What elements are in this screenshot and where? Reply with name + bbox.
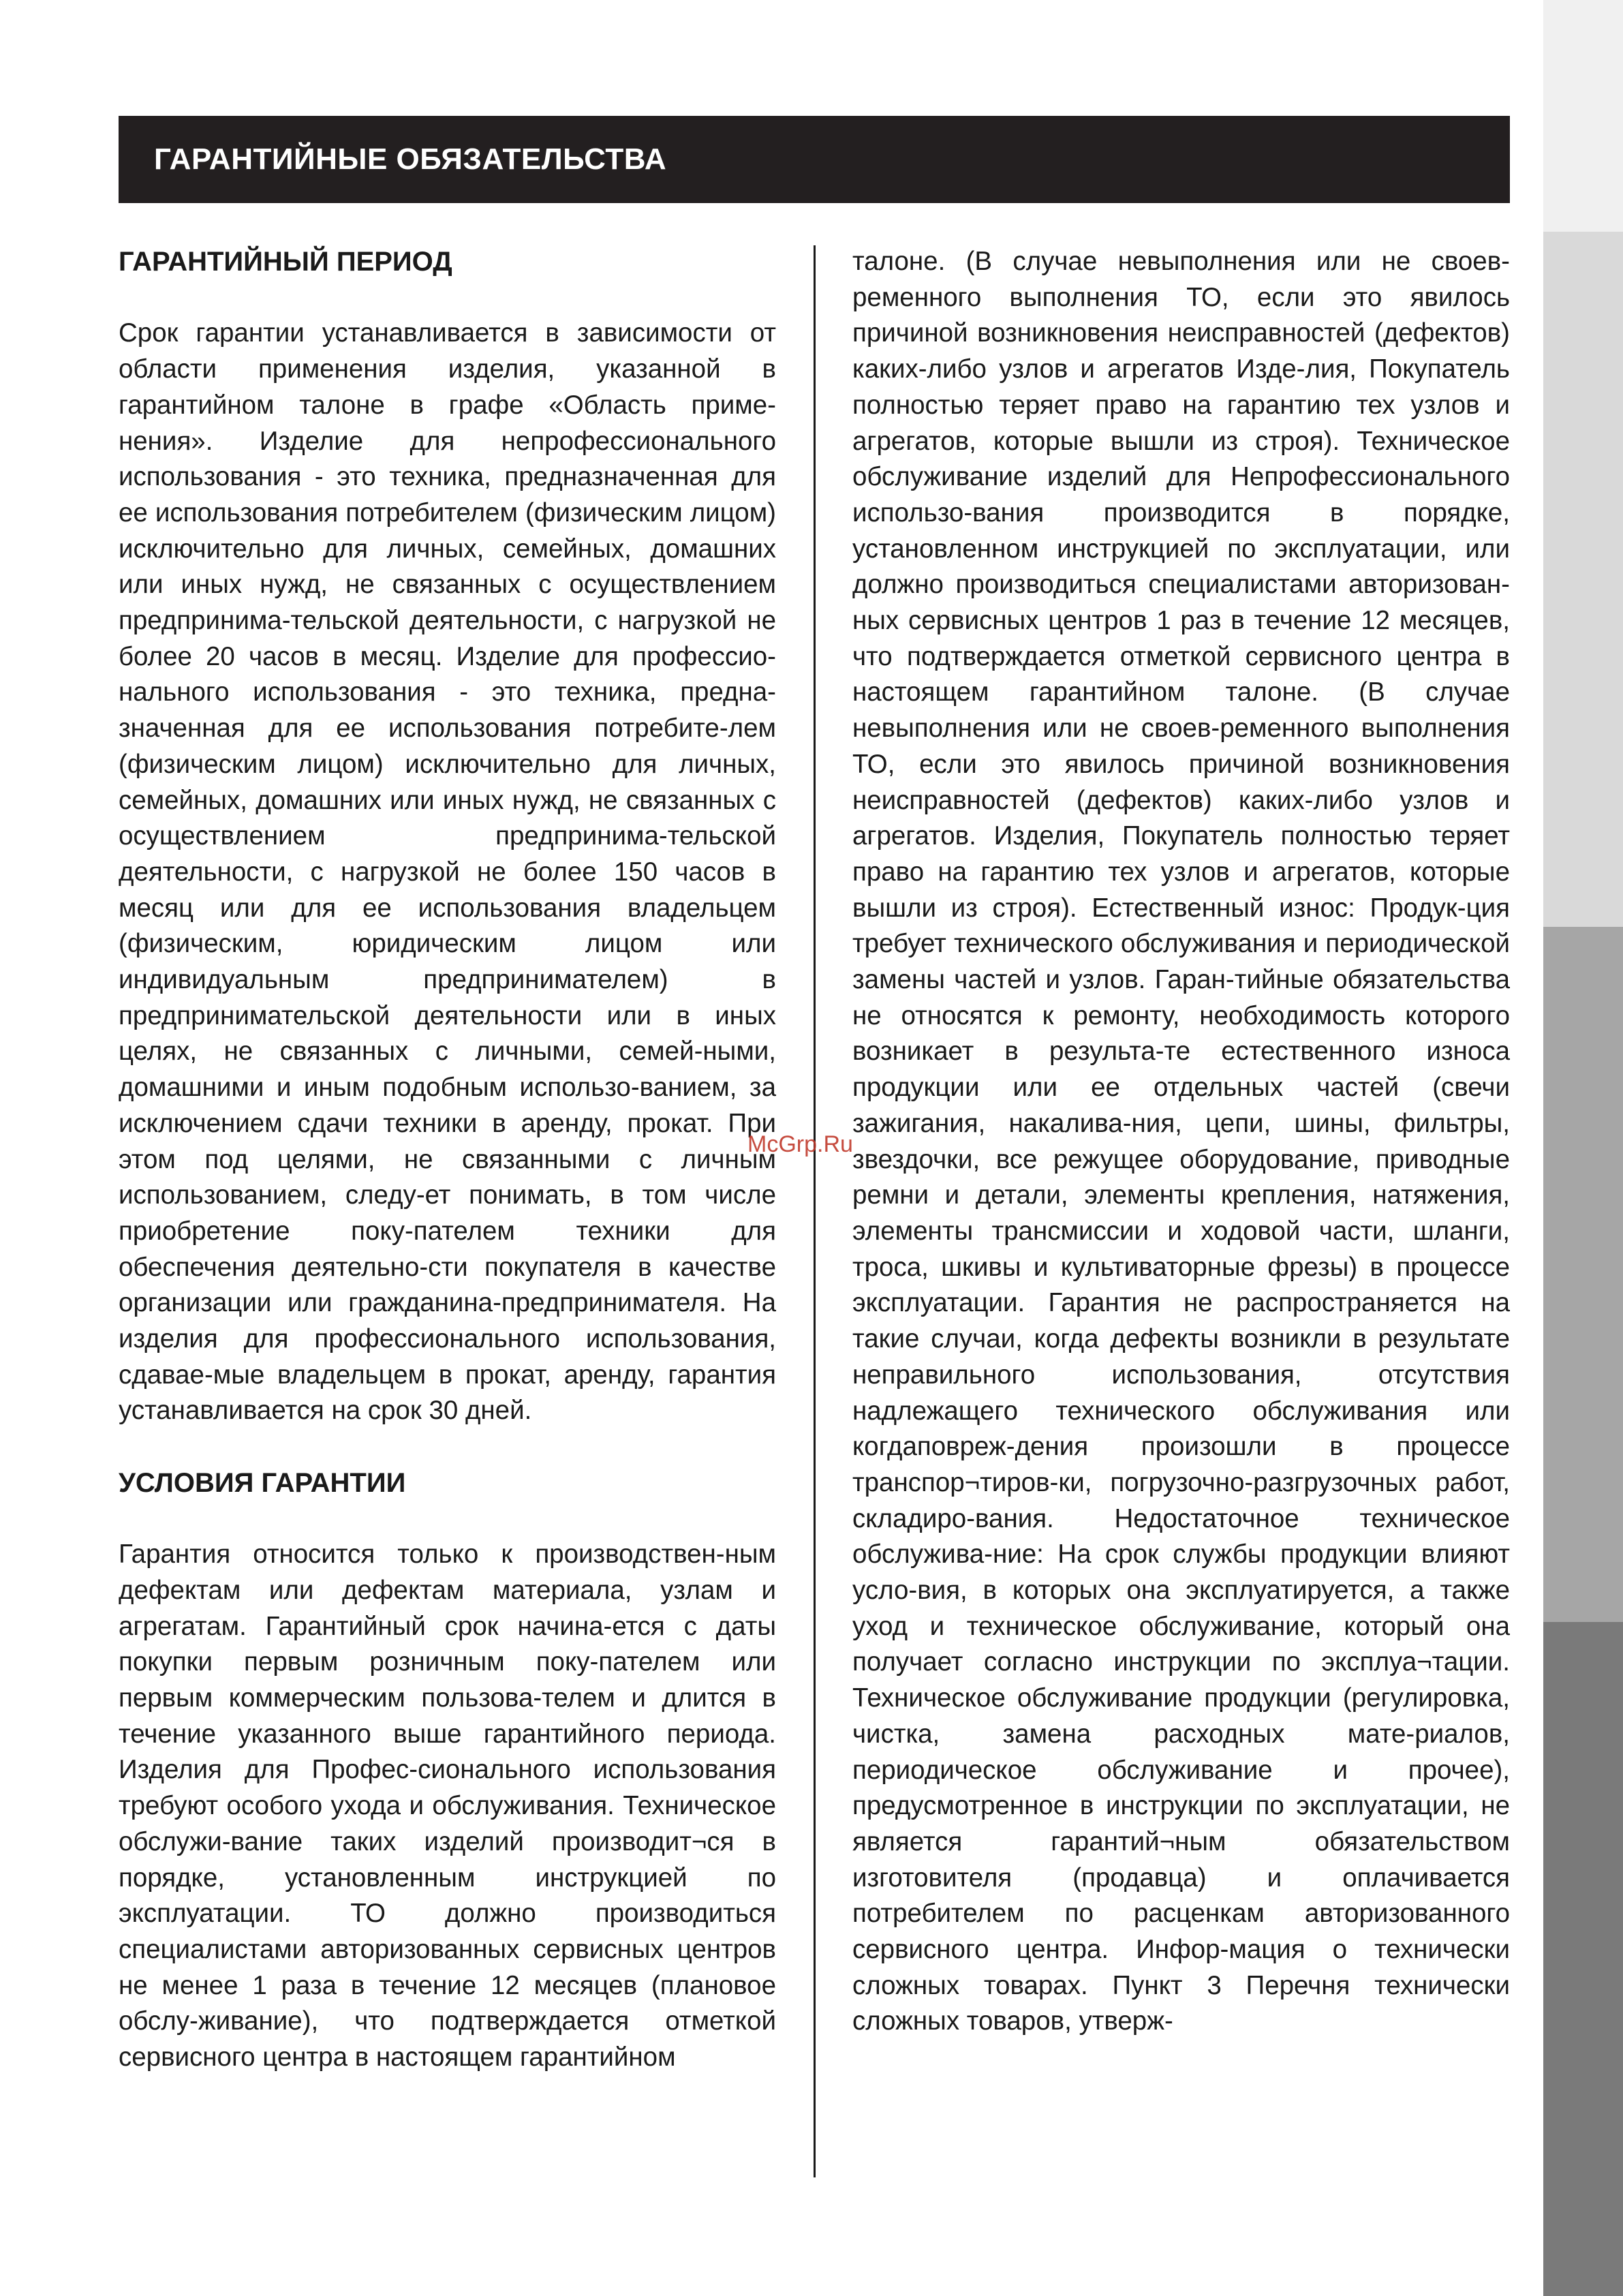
right-column [852, 244, 1510, 2040]
side-tab-2 [1543, 232, 1623, 927]
page-title: ГАРАНТИЙНЫЕ ОБЯЗАТЕЛЬСТВА [154, 142, 667, 176]
spacer [119, 280, 776, 316]
page-title-bar [119, 116, 1510, 203]
spacer [119, 1429, 776, 1465]
side-tab-4 [1543, 1622, 1623, 2296]
warranty-conditions-heading: УСЛОВИЯ ГАРАНТИИ [119, 1467, 406, 1498]
watermark: McGrp.Ru [747, 1131, 853, 1157]
left-column [119, 244, 776, 2076]
side-tab-1 [1543, 0, 1623, 232]
warranty-period-heading: ГАРАНТИЙНЫЙ ПЕРИОД [119, 247, 452, 277]
side-tab-3 [1543, 927, 1623, 1622]
warranty-period-text: Срок гарантии устанавливается в зависимости от области применения изделия, указанной в гарантийном талоне в графе «Область приме-нения». Изделие для непрофессионального использования - это техника, предназначенная для ее использования потребителем (физическим лицом) исключительно для личных, семейных, домашних или иных нужд, не связанных с осуществлением предпринима-тельской деятельности, с нагрузкой не более 20 часов в месяц. Изделие для профессио-нального использования - это техника, предна-значенная для ее использования потребите-лем (физическим лицом) исключительно для личных, семейных, домашних или иных нужд, не связанных с осуществлением предпринима-тельской деятельности, с нагрузкой не более 150 часов в месяц или для ее использования владельцем (физическим, юридическим лицом или индивидуальным предпринимателем) в предпринимательской деятельности или в иных целях, не связанных с личными, семей-ными, домашними и иным подобным использо-ванием, за исключением сдачи техники в аренду, прокат. При этом под целями, не связанными с личным использованием, следу-ет понимать, в том числе приобретение поку-пателем техники для обеспечения деятельно-сти покупателя в качестве организации или гражданина-предпринимателя. На изделия для профессионального использования, сдавае-мые владельцем в прокат, аренду, гарантия устанавливается на срок 30 дней. [119, 318, 776, 1426]
spacer [119, 1501, 776, 1537]
warranty-continued-text: талоне. (В случае невыполнения или не своев-ременного выполнения ТО, если это явилось причиной возникновения неисправностей (дефектов) каких-либо узлов и агрегатов Изде-лия, Покупатель полностью теряет право на гарантию тех узлов и агрегатов, которые вышли из строя). Техническое обслуживание изделий для Непрофессионального использо-вания производится в порядке, установленном инструкцией по эксплуатации, или должно производиться специалистами авторизован-ных сервисных центров 1 раз в течение 12 месяцев, что подтверждается отметкой сервисного центра в настоящем гарантийном талоне. (В случае невыполнения или не своев-ременного выполнения ТО, если это явилось причиной возникновения неисправностей (дефектов) каких-либо узлов и агрегатов. Изделия, Покупатель полностью теряет право на гарантию тех узлов и агрегатов, которые вышли из строя). Естественный износ: Продук-ция требует технического обслуживания и периодической замены частей и узлов. Гаран-тийные обязательства не относятся к ремонту, необходимость которого возникает в результа-те естественного износа продукции или ее отдельных частей (свечи зажигания, накалива-ния, цепи, шины, фильтры, звездочки, все режущее оборудование, приводные ремни и детали, элементы крепления, натяжения, элементы трансмиссии и ходовой части, шланги, троса, шкивы и культиваторные фрезы) в процессе эксплуатации. Гарантия не распространяется на такие случаи, когда дефекты возникли в результате неправильного использования, отсутствия надлежащего технического обслуживания или когдаповреж-дения произошли в процессе транспор¬тиров-ки, погрузочно-разгрузочных работ, складиро-вания. Недостаточное техническое обслужива-ние: На срок службы продукции влияют усло-вия, в которых она эксплуатируется, а также уход и техническое обслуживание, который она получает согласно инструкции по эксплуа¬тации. Техническое обслуживание продукции (регулировка, чистка, замена расходных мате-риалов, периодическое обслуживание и прочее), предусмотренное в инструкции по эксплуатации, не является гарантий¬ным обязательством изготовителя (продавца) и оплачивается потребителем по расценкам авторизованного сервисного центра. Инфор-мация о технически сложных товарах. Пункт 3 Перечня технически сложных товаров, утверж- [852, 247, 1510, 2036]
warranty-conditions-text: Гарантия относится только к производствен-ным дефектам или дефектам материала, узлам и агрегатам. Гарантийный срок начина-ется с даты покупки первым розничным поку-пателем или первым коммерческим пользова-телем и длится в течение указанного выше гарантийного периода. Изделия для Профес-сионального использования требуют особого ухода и обслуживания. Техническое обслужи-вание таких изделий производит¬ся в порядке, установленным инструкцией по эксплуатации. ТО должно производиться специалистами авторизованных сервисных центров не менее 1 раза в течение 12 месяцев (плановое обслу-живание), что подтверждается отметкой сервисного центра в настоящем гарантийном [119, 1540, 776, 2072]
column-divider [814, 245, 816, 2177]
